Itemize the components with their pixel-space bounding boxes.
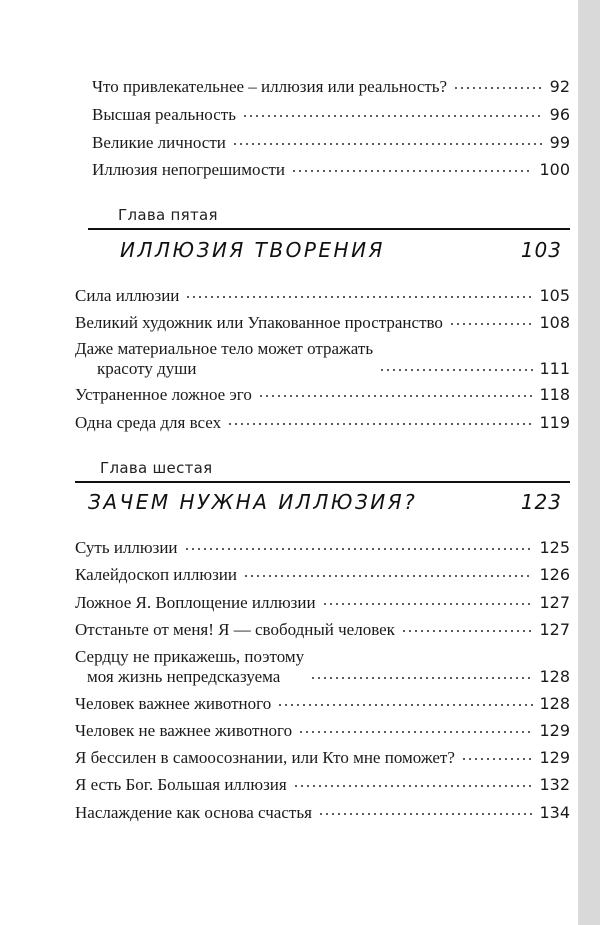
toc-entry-title: Я есть Бог. Большая иллюзия xyxy=(75,775,287,794)
toc-entry xyxy=(92,160,570,180)
toc-entry xyxy=(75,339,570,379)
toc-entry-title: Я бессилен в самоосознании, или Кто мне поможет? xyxy=(75,748,455,767)
toc-entry xyxy=(75,413,570,433)
toc-entry-title: Сердцу не прикажешь, поэтому xyxy=(75,647,305,666)
toc-entry-title: Великий художник или Упакованное пространство xyxy=(75,313,443,332)
toc-entry-title-line2: моя жизнь непредсказуема xyxy=(87,667,281,686)
toc-entry-title: Устраненное ложное эго xyxy=(75,385,252,404)
toc-entry-title: Человек не важнее животного xyxy=(75,721,293,740)
toc-entry-page: 132 xyxy=(539,775,570,794)
toc-entry-page: 128 xyxy=(539,667,570,686)
toc-entry xyxy=(75,538,570,558)
toc-entry xyxy=(75,721,570,741)
toc-entry xyxy=(75,286,570,306)
toc-entry-page: 92 xyxy=(549,77,570,96)
toc-entry-title: Высшая реальность xyxy=(92,105,236,124)
toc-entry-page: 105 xyxy=(539,286,570,305)
dot-leader xyxy=(242,111,544,121)
chapter-page: 123 xyxy=(520,490,562,514)
page-edge xyxy=(578,0,600,925)
toc-entry xyxy=(75,803,570,823)
toc-entry-title: Что привлекательнее – иллюзия или реальность? xyxy=(92,77,448,96)
toc-entry xyxy=(75,593,570,613)
toc-entry-title: Сила иллюзии xyxy=(75,286,180,305)
toc-entry-page: 134 xyxy=(539,803,570,822)
toc-entry-title-line2: красоту души xyxy=(97,359,197,378)
dot-leader xyxy=(277,700,533,710)
toc-entry-page: 119 xyxy=(539,413,570,432)
toc-entry-page: 129 xyxy=(539,721,570,740)
dot-leader xyxy=(184,544,534,554)
toc-entry-page: 108 xyxy=(539,313,570,332)
toc-entry-page: 111 xyxy=(539,359,570,378)
toc-entry xyxy=(75,565,570,585)
toc-entry xyxy=(75,694,570,714)
dot-leader xyxy=(291,166,533,176)
dot-leader xyxy=(293,781,534,791)
chapter-title: ЗАЧЕМ НУЖНА ИЛЛЮЗИЯ? xyxy=(88,490,418,514)
toc-entry xyxy=(92,133,570,153)
chapter-page: 103 xyxy=(520,238,562,262)
dot-leader xyxy=(232,139,544,149)
toc-entry-title: Наслаждение как основа счастья xyxy=(75,803,312,822)
dot-leader xyxy=(379,365,533,375)
toc-entry-title: Калейдоскоп иллюзии xyxy=(75,565,237,584)
toc-entry xyxy=(75,748,570,768)
toc-entry-page: 96 xyxy=(549,105,570,124)
dot-leader xyxy=(298,727,533,737)
toc-entry-page: 129 xyxy=(539,748,570,767)
toc-entry-page: 128 xyxy=(539,694,570,713)
chapter-rule xyxy=(75,481,570,483)
dot-leader xyxy=(453,83,544,93)
toc-entry-page: 118 xyxy=(539,385,570,404)
dot-leader xyxy=(401,626,534,636)
dot-leader xyxy=(243,571,533,581)
toc-entry-title: Одна среда для всех xyxy=(75,413,222,432)
chapter-label: Глава шестая xyxy=(100,459,213,477)
toc-entry-page: 127 xyxy=(539,593,570,612)
chapter-rule xyxy=(88,228,570,230)
dot-leader xyxy=(258,391,534,401)
toc-entry xyxy=(75,775,570,795)
toc-entry-page: 127 xyxy=(539,620,570,639)
toc-entry-title: Иллюзия непогрешимости xyxy=(92,160,286,179)
toc-entry xyxy=(75,313,570,333)
toc-entry-title: Ложное Я. Воплощение иллюзии xyxy=(75,593,316,612)
dot-leader xyxy=(322,599,534,609)
toc-entry-page: 99 xyxy=(549,133,570,152)
toc-entry xyxy=(75,647,570,687)
toc-entry xyxy=(92,77,570,97)
toc-entry-title: Человек важнее животного xyxy=(75,694,272,713)
dot-leader xyxy=(310,673,533,683)
dot-leader xyxy=(227,419,533,429)
dot-leader xyxy=(318,809,534,819)
toc-entry-title: Даже материальное тело может отражать xyxy=(75,339,374,358)
toc-entry-page: 100 xyxy=(539,160,570,179)
toc-entry-page: 126 xyxy=(539,565,570,584)
chapter-label: Глава пятая xyxy=(118,206,218,224)
dot-leader xyxy=(449,319,534,329)
toc-entry xyxy=(75,620,570,640)
toc-entry xyxy=(75,385,570,405)
dot-leader xyxy=(185,292,533,302)
toc-entry-title: Отстаньте от меня! Я — свободный человек xyxy=(75,620,395,639)
toc-entry-title: Великие личности xyxy=(92,133,226,152)
chapter-title: ИЛЛЮЗИЯ ТВОРЕНИЯ xyxy=(120,238,385,262)
dot-leader xyxy=(461,754,534,764)
toc-entry-title: Суть иллюзии xyxy=(75,538,178,557)
toc-entry xyxy=(92,105,570,125)
toc-entry-page: 125 xyxy=(539,538,570,557)
